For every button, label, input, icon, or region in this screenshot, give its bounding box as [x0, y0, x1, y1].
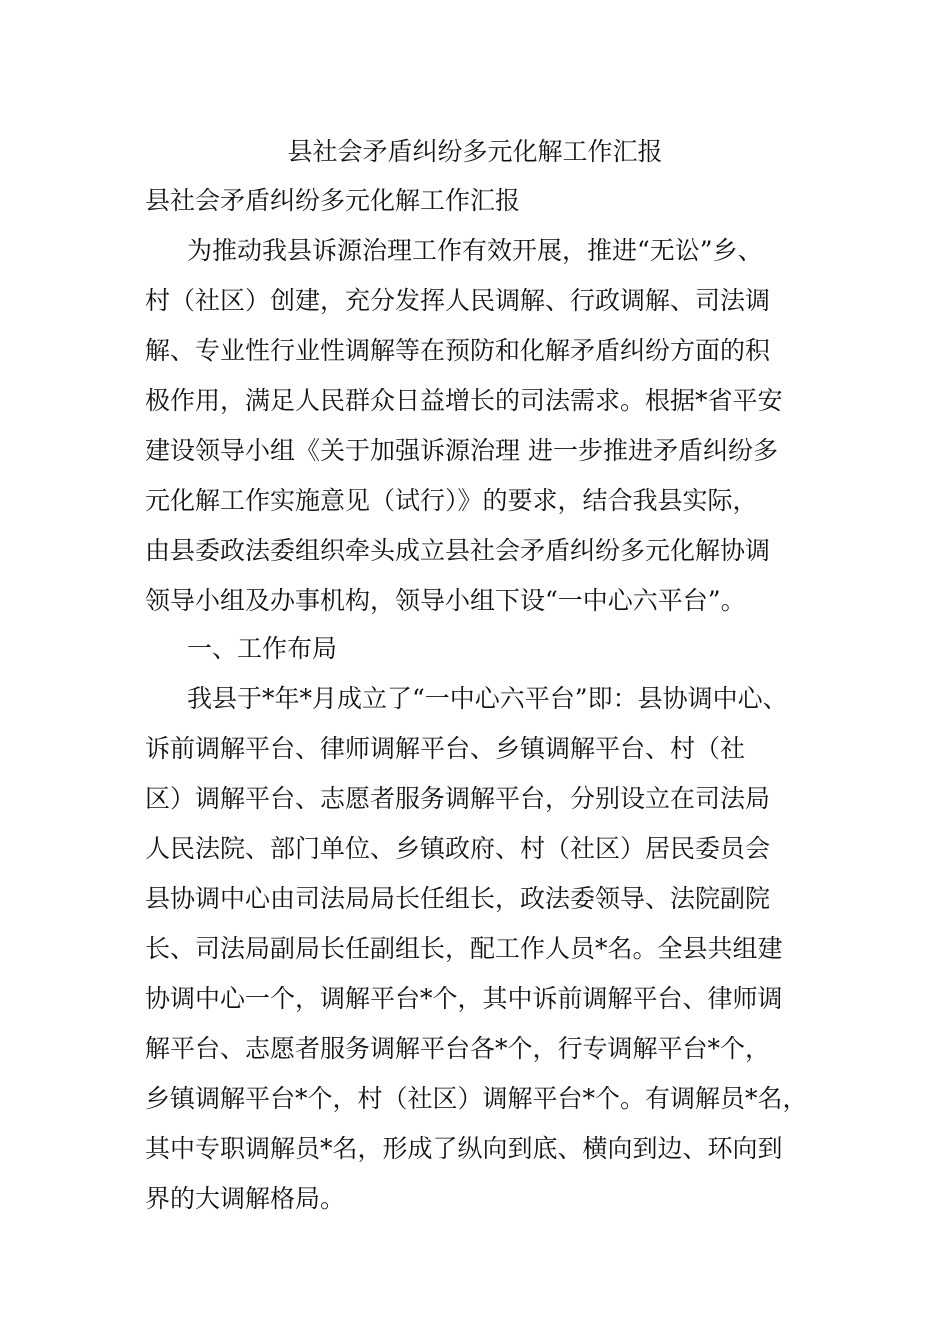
intro-line: 领导小组及办事机构，领导小组下设“一中心六平台”。 [145, 586, 746, 615]
section-heading-text: 一、工作布局 [187, 634, 338, 663]
section-line: 区）调解平台、志愿者服务调解平台，分别设立在司法局 [145, 784, 771, 813]
section-line: 界的大调解格局。 [145, 1184, 346, 1213]
document-subtitle: 县社会矛盾纠纷多元化解工作汇报 [145, 186, 521, 215]
section-line: 乡镇调解平台*个，村（社区）调解平台*个。有调解员*名， [145, 1084, 808, 1113]
section-line: 解平台、志愿者服务调解平台各*个，行专调解平台*个， [145, 1034, 771, 1063]
section-line: 其中专职调解员*名，形成了纵向到底、横向到边、环向到 [145, 1134, 783, 1163]
intro-line: 元化解工作实施意见（试行）》的要求，结合我县实际， [145, 486, 758, 515]
intro-line: 由县委政法委组织牵头成立县社会矛盾纠纷多元化解协调 [145, 536, 771, 565]
intro-line: 极作用，满足人民群众日益增长的司法需求。根据*省平安 [145, 386, 783, 415]
section-line: 县协调中心由司法局局长任组长，政法委领导、法院副院 [145, 884, 771, 913]
intro-line: 解、专业性行业性调解等在预防和化解矛盾纠纷方面的积 [145, 336, 771, 365]
section-paragraph [145, 674, 825, 1224]
intro-paragraph [145, 226, 825, 626]
section-line: 协调中心一个，调解平台*个，其中诉前调解平台、律师调 [145, 984, 783, 1013]
document-title: 县社会矛盾纠纷多元化解工作汇报 [287, 137, 663, 166]
section-heading [145, 624, 825, 674]
intro-line: 村（社区）创建，充分发挥人民调解、行政调解、司法调 [145, 286, 771, 315]
section-line: 长、司法局副局长任副组长，配工作人员*名。全县共组建 [145, 934, 783, 963]
intro-line: 建设领导小组《关于加强诉源治理 进一步推进矛盾纠纷多 [145, 436, 778, 465]
intro-line: 为推动我县诉源治理工作有效开展，推进“无讼”乡、 [187, 236, 763, 265]
section-line: 人民法院、部门单位、乡镇政府、村（社区）居民委员会 [145, 834, 771, 863]
section-line: 我县于*年*月成立了“一中心六平台”即：县协调中心、 [187, 684, 788, 713]
section-line: 诉前调解平台、律师调解平台、乡镇调解平台、村（社 [145, 734, 746, 763]
